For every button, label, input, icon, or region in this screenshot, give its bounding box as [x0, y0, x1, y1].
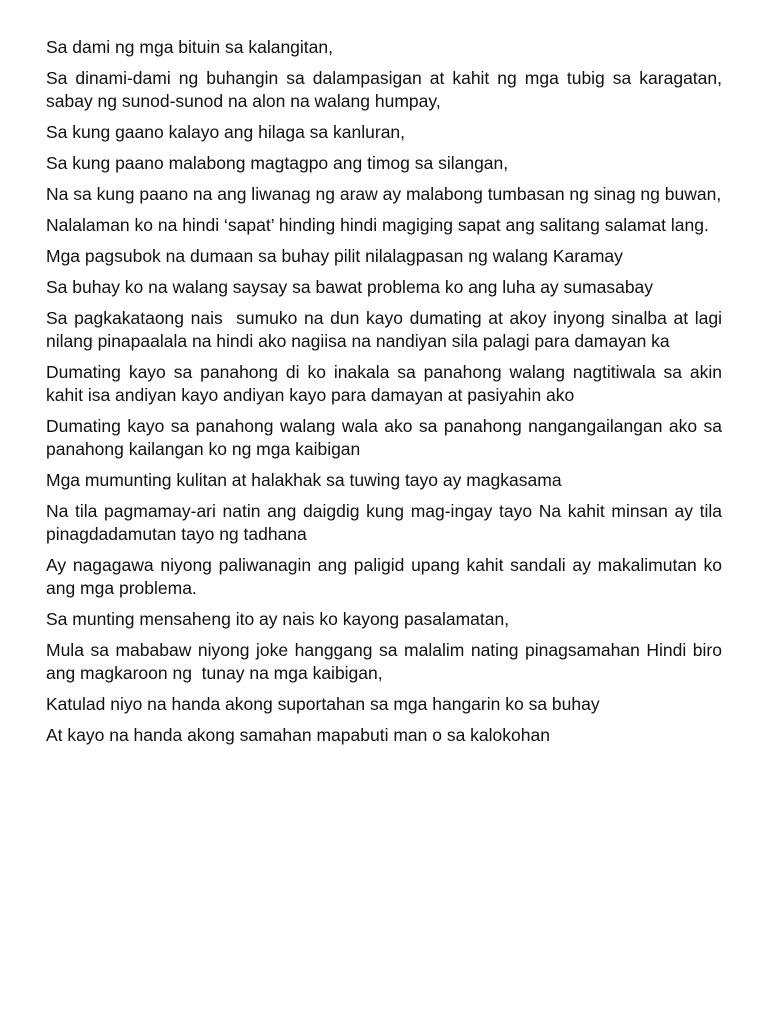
paragraph: Sa kung paano malabong magtagpo ang timog sa silangan,	[46, 153, 509, 173]
paragraph: Mga pagsubok na dumaan sa buhay pilit nilalagpasan ng walang Karamay	[46, 246, 623, 266]
paragraph: Sa kung gaano kalayo ang hilaga sa kanluran,	[46, 122, 406, 142]
paragraph: Sa munting mensaheng ito ay nais ko kayong pasalamatan,	[46, 609, 510, 629]
paragraph: Nalalaman ko na hindi ‘sapat’ hinding hindi magiging sapat ang salitang salamat lang.	[46, 215, 709, 235]
paragraph: Sa pagkakataong nais sumuko na dun kayo dumating at akoy inyong sinalba at lagi nilang pinapaalala na hindi ako nagiisa na nandiyan sila palagi para damayan ka	[46, 308, 727, 351]
paragraph: Mga mumunting kulitan at halakhak sa tuwing tayo ay magkasama	[46, 470, 562, 490]
paragraph: Ay nagagawa niyong paliwanagin ang paligid upang kahit sandali ay makalimutan ko ang mga problema.	[46, 555, 727, 598]
paragraph: Mula sa mababaw niyong joke hanggang sa malalim nating pinagsamahan Hindi biro ang magkaroon ng tunay na mga kaibigan,	[46, 640, 727, 683]
paragraph: Sa dinami-dami ng buhangin sa dalampasigan at kahit ng mga tubig sa karagatan, sabay ng sunod-sunod na alon na walang humpay,	[46, 68, 727, 111]
paragraph: Dumating kayo sa panahong di ko inakala sa panahong walang nagtitiwala sa akin kahit isa andiyan kayo andiyan kayo para damayan at pasiyahin ako	[46, 362, 727, 405]
paragraph: Katulad niyo na handa akong suportahan sa mga hangarin ko sa buhay	[46, 694, 600, 714]
paragraph: At kayo na handa akong samahan mapabuti man o sa kalokohan	[46, 725, 550, 745]
paragraph: Na sa kung paano na ang liwanag ng araw ay malabong tumbasan ng sinag ng buwan,	[46, 184, 722, 204]
paragraph: Sa buhay ko na walang saysay sa bawat problema ko ang luha ay sumasabay	[46, 277, 654, 297]
paragraph: Sa dami ng mga bituin sa kalangitan,	[46, 37, 333, 57]
paragraph: Na tila pagmamay-ari natin ang daigdig kung mag-ingay tayo Na kahit minsan ay tila pinagdadamutan tayo ng tadhana	[46, 501, 727, 544]
document-page	[46, 36, 727, 755]
paragraph: Dumating kayo sa panahong walang wala ako sa panahong nangangailangan ako sa panahong kailangan ko ng mga kaibigan	[46, 416, 727, 459]
